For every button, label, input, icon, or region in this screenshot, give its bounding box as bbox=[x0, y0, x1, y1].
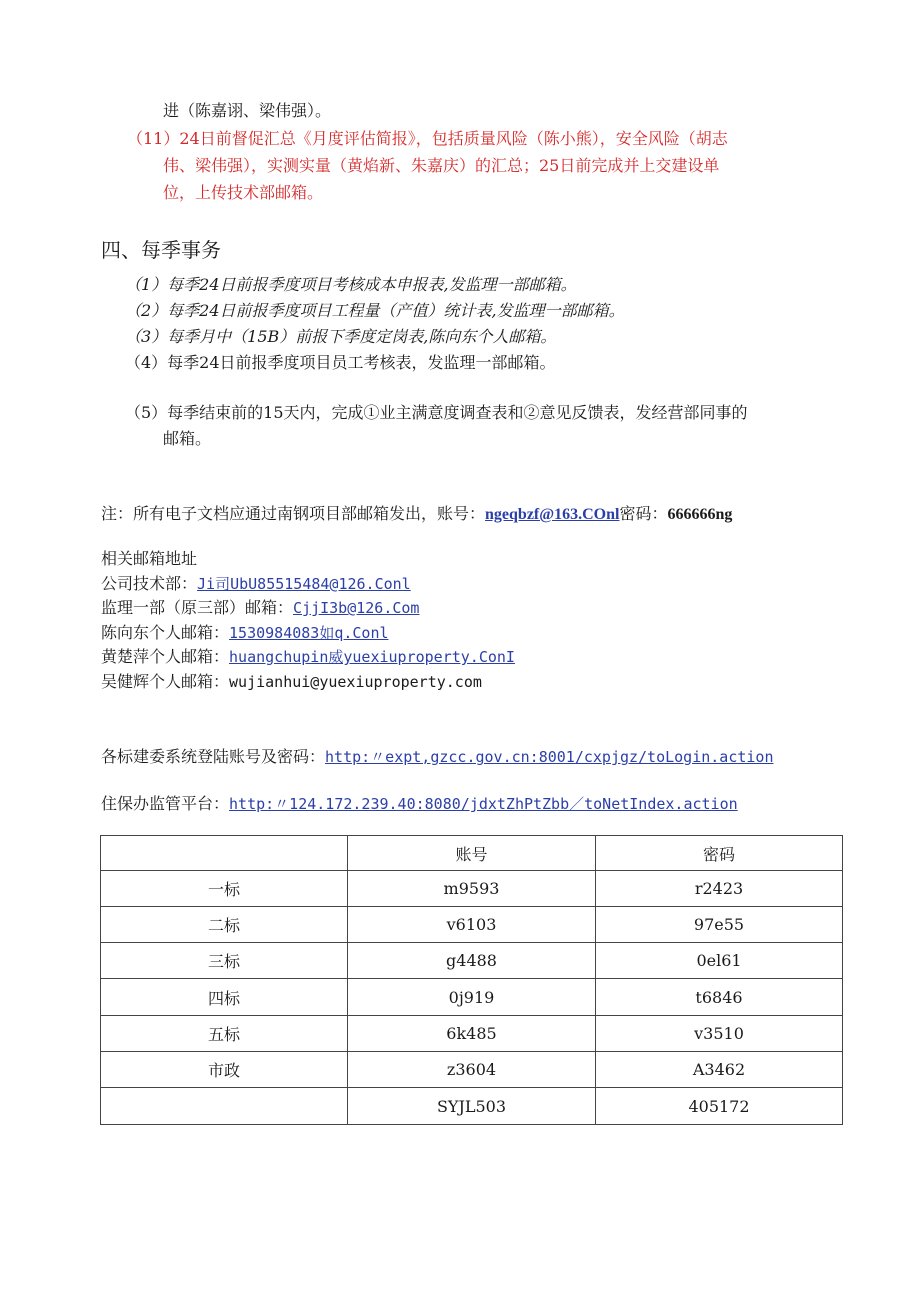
table-row bbox=[101, 1052, 843, 1088]
season-item-1: （1）每季24日前报季度项目考核成本申报表,发监理一部邮箱。 bbox=[125, 275, 577, 294]
season-item-2: （2）每季24日前报季度项目工程量（产值）统计表,发监理一部邮箱。 bbox=[125, 301, 625, 320]
table-cell: 五标 bbox=[101, 1016, 348, 1052]
table-cell: m9593 bbox=[348, 871, 596, 907]
table-row bbox=[101, 871, 843, 907]
email-list bbox=[101, 547, 515, 694]
table-cell: 405172 bbox=[596, 1088, 843, 1125]
table-row bbox=[101, 943, 843, 979]
table-cell: 0el61 bbox=[596, 943, 843, 979]
email-link[interactable]: 1530984083如q.Conl bbox=[229, 623, 389, 642]
item-11-line-2: 伟、梁伟强），实测实量（黄焰新、朱嘉庆）的汇总；25日前完成并上交建设单 bbox=[163, 156, 720, 175]
email-label: 陈向东个人邮箱： bbox=[101, 622, 230, 642]
table-cell: g4488 bbox=[348, 943, 596, 979]
season-item-5-line-2: 邮箱。 bbox=[163, 429, 212, 448]
zhubao-label: 住保办监管平台： bbox=[101, 794, 230, 813]
zhubao-platform-line bbox=[101, 791, 738, 814]
season-item-5-line-1: （5）每季结束前的15天内，完成①业主满意度调查表和②意见反馈表，发经营部同事的 bbox=[125, 403, 748, 422]
email-text: wujianhui@yuexiuproperty.com bbox=[229, 672, 482, 691]
table-cell: v6103 bbox=[348, 907, 596, 943]
table-row bbox=[101, 1088, 843, 1125]
email-link[interactable]: Ji司UbU85515484@126.Conl bbox=[197, 574, 411, 593]
email-label: 吴健辉个人邮箱： bbox=[101, 671, 230, 691]
email-label: 公司技术部： bbox=[101, 573, 198, 593]
email-row-supervision-1 bbox=[101, 596, 515, 621]
email-link[interactable]: CjjI3b@126.Com bbox=[293, 599, 420, 617]
continuation-line: 进（陈嘉诩、梁伟强）。 bbox=[163, 101, 332, 120]
email-list-title: 相关邮箱地址 bbox=[101, 549, 198, 568]
table-header-cell bbox=[101, 836, 348, 871]
jianwei-system-line bbox=[101, 744, 774, 767]
table-cell: A3462 bbox=[596, 1052, 843, 1088]
section-4-heading: 四、每季事务 bbox=[101, 238, 221, 262]
table-header-row bbox=[101, 836, 843, 871]
table-cell: 97e55 bbox=[596, 907, 843, 943]
season-item-4: （4）每季24日前报季度项目员工考核表，发监理一部邮箱。 bbox=[125, 353, 556, 372]
table-cell: 三标 bbox=[101, 943, 348, 979]
jianwei-url-link[interactable]: http:〃expt,gzcc.gov.cn:8001/cxpjgz/toLogin.action bbox=[325, 748, 774, 766]
table-cell: 一标 bbox=[101, 871, 348, 907]
email-label: 黄楚萍个人邮箱： bbox=[101, 647, 230, 666]
table-cell: r2423 bbox=[596, 871, 843, 907]
item-11-line-3: 位，上传技术部邮箱。 bbox=[163, 183, 324, 202]
note-prefix: 注：所有电子文档应通过南钢项目部邮箱发出，账号： bbox=[101, 504, 486, 523]
season-item-3: （3）每季月中（15B）前报下季度定岗表,陈向东个人邮箱。 bbox=[125, 327, 557, 346]
table-header-cell: 密码 bbox=[596, 836, 843, 871]
project-email-link[interactable]: ngeqbzf@163.COnl bbox=[485, 506, 620, 523]
table-cell: 0j919 bbox=[348, 979, 596, 1016]
table-cell bbox=[101, 1088, 348, 1125]
password-label: 密码： bbox=[619, 504, 668, 523]
table-cell: 二标 bbox=[101, 907, 348, 943]
table-cell: t6846 bbox=[596, 979, 843, 1016]
email-note bbox=[101, 501, 732, 524]
table-cell: 6k485 bbox=[348, 1016, 596, 1052]
email-link[interactable]: huangchupin威yuexiuproperty.ConI bbox=[229, 648, 515, 666]
email-row-huang bbox=[101, 645, 515, 670]
accounts-table bbox=[100, 835, 843, 1125]
table-row bbox=[101, 1016, 843, 1052]
table-header-cell: 账号 bbox=[348, 836, 596, 871]
table-row bbox=[101, 979, 843, 1016]
table-cell: 四标 bbox=[101, 979, 348, 1016]
zhubao-url-link[interactable]: http:〃124.172.239.40:8080/jdxtZhPtZbb／toNetIndex.action bbox=[229, 795, 738, 813]
email-row-wu bbox=[101, 670, 515, 695]
table-cell: SYJL503 bbox=[348, 1088, 596, 1125]
table-cell: 市政 bbox=[101, 1052, 348, 1088]
email-row-chen bbox=[101, 621, 515, 646]
item-11-line-1: （11）24日前督促汇总《月度评估简报》，包括质量风险（陈小熊），安全风险（胡志 bbox=[127, 129, 728, 148]
password-value: 666666ng bbox=[667, 506, 733, 523]
email-row-tech-dept bbox=[101, 572, 515, 597]
table-cell: z3604 bbox=[348, 1052, 596, 1088]
table-cell: v3510 bbox=[596, 1016, 843, 1052]
email-label: 监理一部（原三部）邮箱： bbox=[101, 598, 294, 617]
jianwei-label: 各标建委系统登陆账号及密码： bbox=[101, 747, 326, 766]
table-row bbox=[101, 907, 843, 943]
